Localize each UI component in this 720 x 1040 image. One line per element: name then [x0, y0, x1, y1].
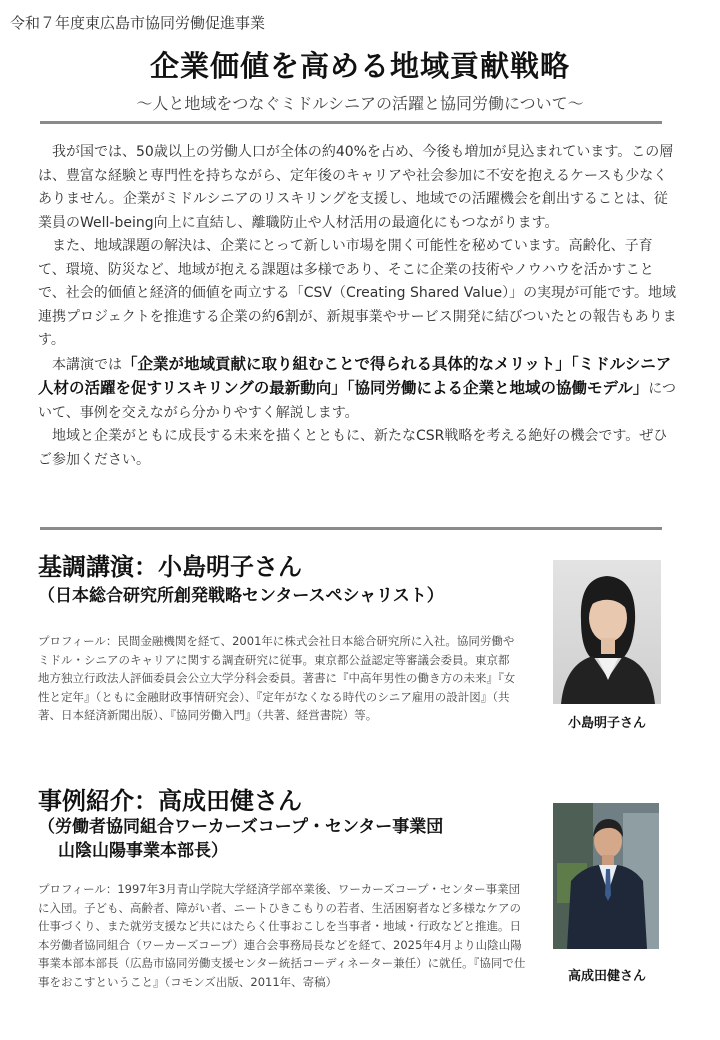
- intro-paragraph-3: [38, 353, 678, 426]
- keynote-portrait-image: [553, 560, 661, 704]
- case-portrait: [553, 803, 659, 949]
- case-affiliation-line1: （労働者協同組合ワーカーズコープ・センター事業団: [38, 817, 444, 837]
- divider-top: [40, 121, 662, 124]
- page-subtitle: ～人と地域をつなぐミドルシニアの活躍と協同労働について～: [136, 94, 584, 113]
- keynote-portrait: [553, 560, 661, 704]
- keynote-profile: プロフィール：民間金融機関を経て、2001年に株式会社日本総合研究所に入社。協同労働やミドル・シニアのキャリアに関する調査研究に従事。東京都公益認定等審議会委員。東京都地方独立行政法人評価委員会公立大学分科会委員。著書に『中高年男性の働き方の未来』『女性と定年』（ともに金融財政事情研究会）、『定年がなくなる時代のシニア雇用の設計図』（共著、日本経済新聞出版）、『協同労働入門』（共著、経営書院）等。: [38, 634, 516, 722]
- case-affiliation-line2: 山陰山陽事業本部長）: [58, 841, 228, 861]
- keynote-affiliation: （日本総合研究所創発戦略センタースペシャリスト）: [38, 586, 444, 606]
- case-title: 事例紹介：高成田健さん: [38, 787, 302, 815]
- case-profile: プロフィール：1997年3月青山学院大学経済学部卒業後、ワーカーズコープ・センター事業団に入団。子ども、高齢者、障がい者、ニートひきこもりの若者、生活困窮者など多様なケアの仕事づくり、また就労支援など共にはたらく仕事おこしを当事者・地域・行政などと推進。日本労働者協同組合（ワーカーズコープ）連合会事務局長などを経て、2025年4月より山陰山陽事業本部本部長（広島市協同労働支援センター統括コーディネーター兼任）に就任。『協同で仕事をおこすということ』（コモンズ出版、2011年、寄稿）: [38, 882, 526, 989]
- case-portrait-image: [553, 803, 659, 949]
- intro-paragraph-1: 我が国では、50歳以上の労働人口が全体の約40%を占め、今後も増加が見込まれています。この層は、豊富な経験と専門性を持ちながら、定年後のキャリアや社会参加に不安を抱えるケースも少なくありません。企業がミドルシニアのリスキリングを支援し、地域での活躍機会を創出することは、従業員のWell-being向上に直結し、離職防止や人材活用の最適化にもつながります。: [38, 144, 674, 231]
- intro-paragraph-4: 地域と企業がともに成長する未来を描くとともに、新たなCSR戦略を考える絶好の機会です。ぜひご参加ください。: [38, 428, 668, 468]
- page-title: 企業価値を高める地域貢献戦略: [149, 49, 570, 83]
- keynote-photo-caption: 小島明子さん: [567, 716, 646, 731]
- divider-middle: [40, 527, 662, 530]
- case-photo-caption: 高成田健さん: [567, 969, 646, 984]
- intro-p3-tail: について、事例を交えながら分かりやすく解説します。: [38, 381, 676, 421]
- intro-p3-lead: 本講演では: [52, 356, 122, 373]
- keynote-title: 基調講演：小島明子さん: [38, 553, 302, 581]
- intro-p3-highlight: 「企業が地域貢献に取り組むことで得られる具体的なメリット」「ミドルシニア人材の活躍を促すリスキリングの最新動向」「協同労働による企業と地域の協働モデル」: [38, 354, 672, 397]
- intro-text: [38, 141, 678, 472]
- event-label: 令和７年度東広島市協同労働促進事業: [10, 14, 266, 32]
- intro-paragraph-2: また、地域課題の解決は、企業にとって新しい市場を開く可能性を秘めています。高齢化、子育て、環境、防災など、地域が抱える課題は多様であり、そこに企業の技術やノウハウを活かすことで、社会的価値と経済的価値を両立する「CSV（Creating Shared Value）」の実現が可能です。地域連携プロジェクトを推進する企業の約6割が、新規事業やサービス開発に結びついたとの報告もあります。: [38, 238, 677, 348]
